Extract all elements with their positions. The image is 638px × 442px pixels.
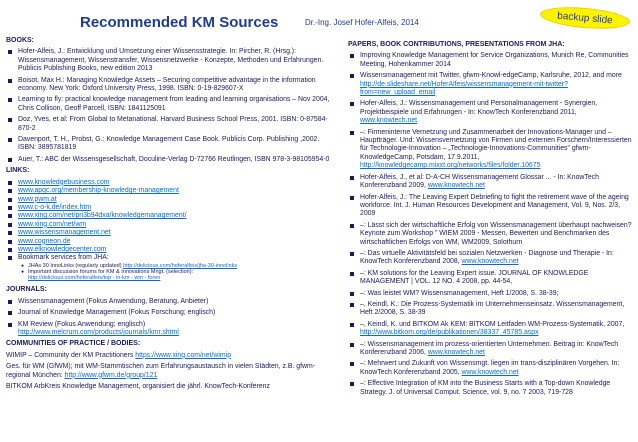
paper-item (348, 194, 633, 219)
paper-item (348, 341, 633, 358)
paper-item (348, 174, 633, 191)
paper-text: Wissensmanagement mit Twitter, gfwm-Knowl-edgeCamp, Karlsruhe, 2012, and more (360, 72, 622, 80)
link-url[interactable]: www.elknowledgecenter.com (18, 245, 107, 253)
paper-link[interactable]: www.knowtech.net (360, 117, 418, 125)
link-item (6, 187, 336, 195)
paper-text: –, Keindl, K.: Die Prozess-Systematik im Unternehmenseinsatz. Wissensmanagement, Heft 2/2008, S. 38-39 (360, 300, 625, 317)
paper-item (348, 360, 633, 377)
bookmark-link[interactable]: http://delicious.com/hoferalfeis/jha-30-innolinks (123, 262, 238, 269)
journal-item: Wissensmanagement (Fokus Anwendung, Beratung, Anbieter) (6, 298, 336, 306)
paper-text: –: Wissensmanagement im prozess-orientierten Unternehmen. Beitrag in: KnowTech Konferenzband 2006, (360, 340, 619, 356)
paper-link[interactable]: www.knowtech.net (461, 258, 519, 266)
paper-item (348, 290, 633, 298)
paper-link[interactable]: www.knowtech.net (427, 349, 485, 356)
paper-link[interactable]: www.knowtech.net (461, 368, 519, 376)
paper-item (348, 250, 633, 267)
community-line (6, 352, 336, 360)
right-column (348, 40, 633, 400)
journal-link[interactable]: http://www.melcrum.com/products/journals/kmr.shtml (18, 328, 179, 336)
paper-text: –: Was leistet WM? Wissensmanagement, Heft 1/2008, S. 38-39; (360, 289, 559, 297)
bookmark-sub-item (28, 269, 336, 281)
paper-text: –, Keindl, K. und BITKOM Ak KEM: BITKOM Leitfaden WM-Prozess-Systematik, 2007, (360, 320, 625, 328)
bookmarks-item: Bookmark services from JHA: (6, 254, 336, 262)
journals-list (6, 298, 336, 338)
community-line: BITKOM ArbKreis Knowledge Management, organisiert die jährl. KnowTech-Konferenz (6, 383, 270, 391)
paper-item (348, 380, 633, 397)
paper-item (348, 52, 633, 69)
book-item: Learning to fly: practical knowledge management from leading and learning organisations – Nov 2004, Chris Collison, Geoff Parcell, ISBN: 1841125091 (6, 96, 336, 113)
link-url[interactable]: www.knowledgebusiness.com (18, 178, 110, 186)
paper-text: Hofer-Alfeis, J.: Wissensmanagement und Personalmanagement - Synergien, Projektbeispiele und Erfahrungen - In: KnowTech Konferenzband 2011, (360, 100, 598, 116)
journal-item (6, 321, 336, 338)
paper-link[interactable]: http://knowledgecamp.mixxt.org/networks/files/folder.10675 (360, 162, 541, 170)
community-link[interactable]: https://www.xing.com/net/wimip (135, 351, 232, 359)
backup-slide-badge: backup slide (539, 4, 630, 32)
link-item (6, 229, 336, 237)
community-line (6, 363, 336, 380)
paper-text: –: KM solutions for the Leaving Expert issue. JOURNAL OF KNOWLEDGE MANAGEMENT | VOL. 12 NO. 4 2008, pp. 44-54, (360, 269, 589, 286)
journal-text: KM Review (Fokus Anwendung; englisch) (18, 320, 146, 328)
bookmark-link[interactable]: http://delicious.com/hoferalfeis/top - in-km - wm - foren (28, 275, 161, 282)
community-link[interactable]: http://www.gfwm.de/group/121 (64, 371, 158, 379)
books-list (6, 48, 336, 164)
book-item: Davenport, T. H., Probst, G.: Knowledge Management Case Book. Publicis Corp. Publishing ,2002. ISBN: 3895781819 (6, 136, 336, 153)
paper-item (348, 321, 633, 338)
paper-text: –: Mehrwert und Zukunft von Wissensmgt. liegen im trans-disziplinären Vorgehen. In: KnowTech Konferenzband 2005, (360, 360, 620, 376)
link-item (6, 179, 336, 187)
paper-item (348, 100, 633, 125)
link-item (6, 246, 336, 254)
links-list (6, 179, 336, 263)
link-url[interactable]: www.c-o-k.de/index.htm (18, 203, 92, 211)
paper-text: –: Effective Integration of KM into the Business Starts with a Top-down Knowledge Strategy. J. of Universal Comput. Science, vol. 9, no. 7 2003, 719-728 (360, 380, 611, 396)
paper-item (348, 270, 633, 287)
left-column (6, 36, 336, 394)
book-item: Hofer-Alfeis, J.: Entwicklung und Umsetzung einer Wissensstrategie. In: Pircher, R. (Hrsg.): Wissensmanagement, Wissenstransfer, Wissensnetzwerke - Konzepte, Methoden und Erfahrungen. Publicis Publishing Books, new edition 2013 (6, 48, 336, 73)
paper-item (348, 222, 633, 247)
paper-item (348, 129, 633, 171)
papers-list (348, 52, 633, 397)
journals-heading: JOURNALS: (6, 286, 47, 294)
link-url[interactable]: www.xing.com/net/pri3b94dxa/knowledgemanagement/ (18, 212, 187, 220)
link-item (6, 238, 336, 246)
journal-item: Journal of Knowledge Management (Fokus Forschung; englisch) (6, 309, 336, 317)
book-item: Boisot, Max H.: Managing Knowledge Assets – Securing competitive advantage in the information economy. New York: Oxford University Press, 1998. ISBN: 0-19-829607-X (6, 77, 336, 94)
link-item (6, 204, 336, 212)
paper-text: Hofer-Alfeis, J.: The Leaving Expert Debriefing to fight the retirement wave of the ageing workforce. Int. J. Human Resources Development and Management, Vol. 9, Nos. 2/3, 2009 (360, 193, 629, 218)
book-item: Auer, T.: ABC der Wissensgesellschaft, Doculine-Verlag D-72766 Reutlingen, ISBN 978-3-98105954-0 (6, 156, 336, 164)
communities-heading: COMMUNITIES OF PRACTICE / BODIES: (6, 340, 141, 348)
paper-text: –: Lässt sich der wirtschaftliche Erfolg von Wissensmanagement überhaupt nachweisen? Keynote zum Workshop " WIEM 2009 - Messen, Bewerten und Benchmarken des wirtschaftlichen Erfolgs von WM, WM2009, Solothurn (360, 221, 632, 246)
links-heading: LINKS: (6, 167, 30, 175)
paper-item (348, 72, 633, 97)
book-item: Doz, Yves, et al: From Global to Metanational. Harvard Business School Press, 2001. ISBN: 0-87584-870-2 (6, 116, 336, 133)
community-text: WIMIP – Community der KM Practitioners (6, 351, 136, 359)
page-title: Recommended KM Sources (80, 14, 279, 31)
papers-heading: PAPERS, BOOK CONTRIBUTIONS, PRESENTATIONS FROM JHA: (348, 41, 565, 48)
link-url[interactable]: www.wissensmanagement.net (18, 229, 111, 237)
paper-item (348, 301, 633, 318)
paper-text: Hofer-Alfeis, J., et al: D-A-CH Wissensmanagement Glossar ... - In: KnowTech Konferenzband 2009, (360, 173, 599, 190)
community-text: Ges. für WM (GfWM); mit WM-Stammtischen zum Erfahrungsaustausch in vielen Städten, z.B. gfwm-regional München: (6, 363, 316, 379)
link-item (6, 212, 336, 220)
bookmarks-sublist (6, 263, 336, 282)
paper-text: –: Das virtuelle Aktivitätsfeld bei sozialen Netzwerken - Diagnose und Therapie - In: KnowTech Konferenzband 2008, (360, 249, 614, 266)
books-heading: BOOKS: (6, 37, 34, 44)
paper-text: Improving Knowledge Management for Service Organizations, Munich Re, Communities Meeting, Hohenkammer 2014 (360, 52, 629, 68)
link-url[interactable]: www.apqc.org/membership-knowledge-management (18, 187, 179, 195)
author-label: Dr.-Ing. Josef Hofer-Alfeis, 2014 (305, 18, 419, 27)
paper-link[interactable]: www.knowtech.net (427, 182, 485, 190)
bookmark-sub-text: JHAs 30 InnoLinks (regularly updated) (28, 262, 124, 269)
bookmark-sub-text: Important discussion forums for KM & Innovations Mngt. (selection): (28, 268, 194, 275)
link-item (6, 221, 336, 229)
paper-link[interactable]: http://www.bitkom.org/de/publikationen/38337_45785.aspx (360, 329, 539, 337)
paper-text: –: Firmeninterne Vernetzung und Zusammenarbeit der Innovations-Manager und –Hauptträger. Und: Wissensvernetzung von Firmen und externen Forschern/Interessierten für Technologie-Innovation – „Technologie-Innovations-Communities" gfwm-KnowledgeCamp, Potsdam, 17.9.2011, (360, 128, 632, 161)
link-url[interactable]: www.xing.com/net/wm (18, 220, 87, 228)
paper-link[interactable]: http://de.slideshare.net/HoferAlfeis/wissensmanagement-mit-twitter?from=new_upload_email (360, 80, 568, 97)
link-item (6, 196, 336, 204)
link-url[interactable]: www.pwm.at (18, 195, 57, 203)
link-url[interactable]: www.cogneon.de (18, 237, 71, 245)
